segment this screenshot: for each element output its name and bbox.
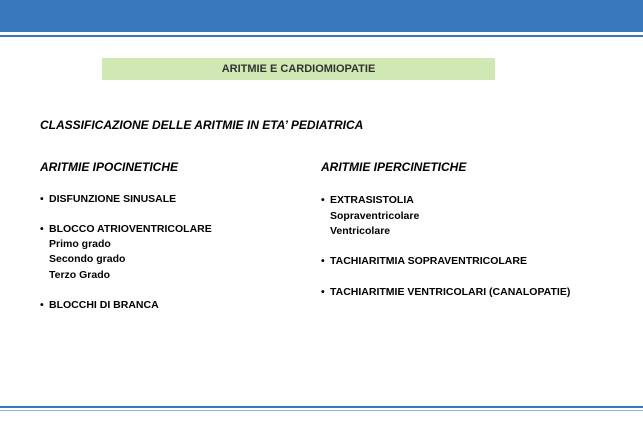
slide-subtitle: CLASSIFICAZIONE DELLE ARITMIE IN ETA’ PEDIATRICA (40, 118, 364, 132)
footer-divider (0, 406, 643, 408)
header-divider (0, 35, 643, 37)
list-subitem: Primo grado (49, 238, 111, 250)
list-subitem: Ventricolare (330, 225, 391, 237)
list-subitem: Sopraventricolare (330, 210, 420, 222)
bullet-icon: • (321, 194, 325, 206)
list-item (321, 286, 570, 298)
right-column-heading: ARITMIE IPERCINETICHE (321, 160, 467, 174)
list-item-label: DISFUNZIONE SINUSALE (49, 193, 177, 205)
bullet-icon: • (321, 255, 325, 267)
list-item-label: BLOCCO ATRIOVENTRICOLARE (49, 223, 212, 235)
list-item (40, 223, 212, 235)
list-item (40, 299, 159, 311)
list-item (40, 193, 176, 205)
list-subitem: Terzo Grado (49, 269, 111, 281)
bullet-icon: • (321, 286, 325, 298)
list-item-label: TACHIARITMIE VENTRICOLARI (CANALOPATIE) (330, 286, 571, 298)
header-bar (0, 0, 643, 32)
bullet-icon: • (40, 193, 44, 205)
list-item-label: BLOCCHI DI BRANCA (49, 299, 159, 311)
list-item (321, 194, 414, 206)
list-subitem: Secondo grado (49, 253, 126, 265)
list-item-label: TACHIARITMIA SOPRAVENTRICOLARE (330, 255, 527, 267)
list-item (321, 255, 527, 267)
list-item-label: EXTRASISTOLIA (330, 194, 414, 206)
slide-title: ARITMIE E CARDIOMIOPATIE (102, 58, 495, 80)
bullet-icon: • (40, 299, 44, 311)
footer-divider-thin (0, 410, 643, 411)
bullet-icon: • (40, 223, 44, 235)
left-column-heading: ARITMIE IPOCINETICHE (40, 160, 179, 174)
